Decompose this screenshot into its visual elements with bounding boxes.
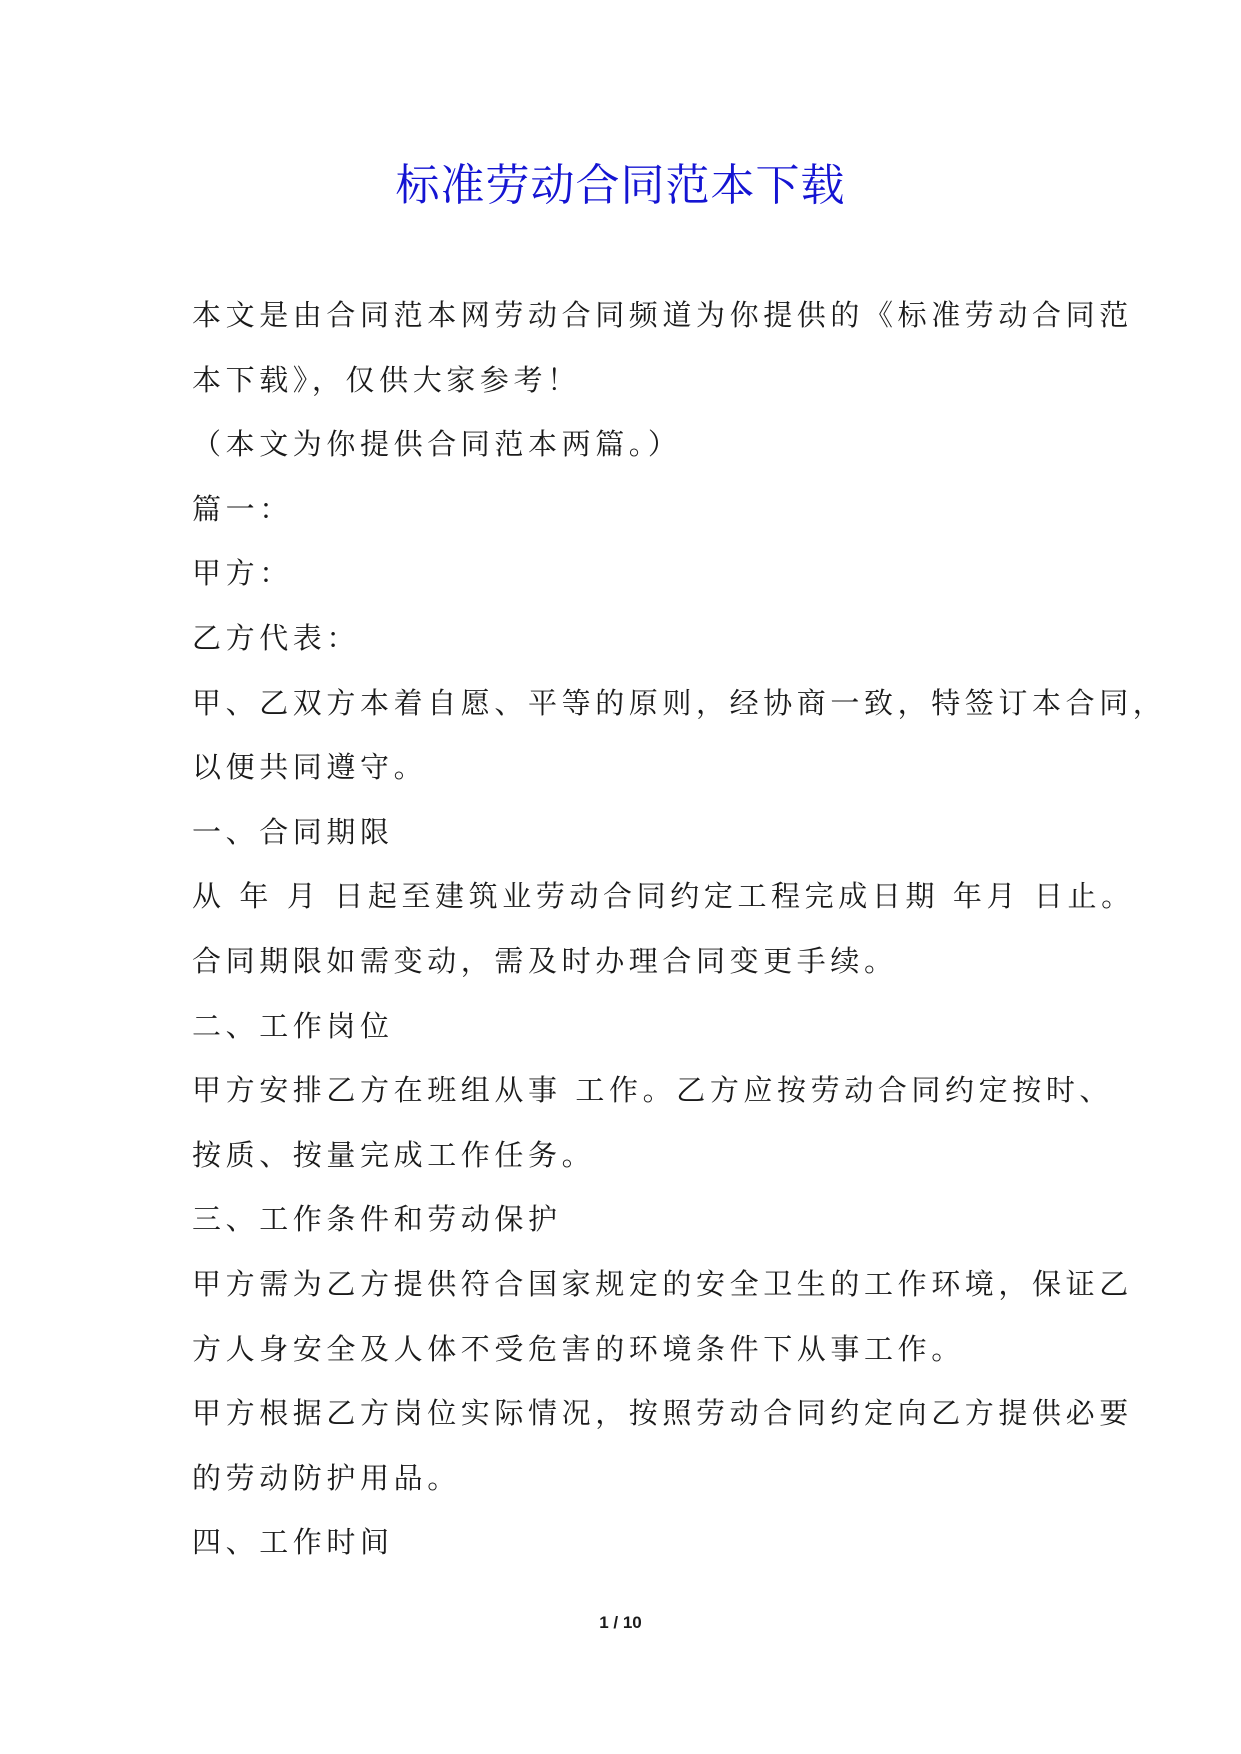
section-heading: 篇一： [192, 491, 293, 526]
paragraph-line: 甲方安排乙方在班组从事 工作。乙方应按劳动合同约定按时、 [192, 1073, 1114, 1108]
party-b-label: 乙方代表： [192, 620, 361, 655]
paragraph-line: 方人身安全及人体不受危害的环境条件下从事工作。 [192, 1331, 965, 1366]
clause-heading: 二、工作岗位 [192, 1008, 394, 1043]
paragraph-line: 从 年 月 日起至建筑业劳动合同约定工程完成日期 年月 日止。 [192, 879, 1135, 914]
clause-heading: 三、工作条件和劳动保护 [192, 1202, 562, 1237]
paragraph-line: （本文为你提供合同范本两篇。） [192, 427, 682, 462]
paragraph-line: 合同期限如需变动，需及时办理合同变更手续。 [192, 943, 898, 978]
document-title: 标准劳动合同范本下载 [395, 160, 846, 211]
paragraph-line: 甲、乙双方本着自愿、平等的原则，经协商一致，特签订本合同， [192, 685, 1167, 720]
paragraph-line: 甲方需为乙方提供符合国家规定的安全卫生的工作环境，保证乙 [192, 1266, 1133, 1301]
page-number: 1 / 10 [599, 1613, 642, 1632]
paragraph-line: 本文是由合同范本网劳动合同频道为你提供的《标准劳动合同范 [192, 298, 1133, 332]
document-body [192, 283, 1167, 1575]
paragraph-line: 本下载》，仅供大家参考！ [192, 362, 581, 397]
paragraph-line: 的劳动防护用品。 [192, 1460, 461, 1495]
paragraph-line: 按质、按量完成工作任务。 [192, 1137, 596, 1172]
party-a-label: 甲方： [192, 556, 293, 591]
clause-heading: 四、工作时间 [192, 1525, 394, 1560]
clause-heading: 一、合同期限 [192, 814, 394, 849]
paragraph-line: 甲方根据乙方岗位实际情况，按照劳动合同约定向乙方提供必要 [192, 1396, 1133, 1431]
paragraph-line: 以便共同遵守。 [192, 750, 428, 785]
